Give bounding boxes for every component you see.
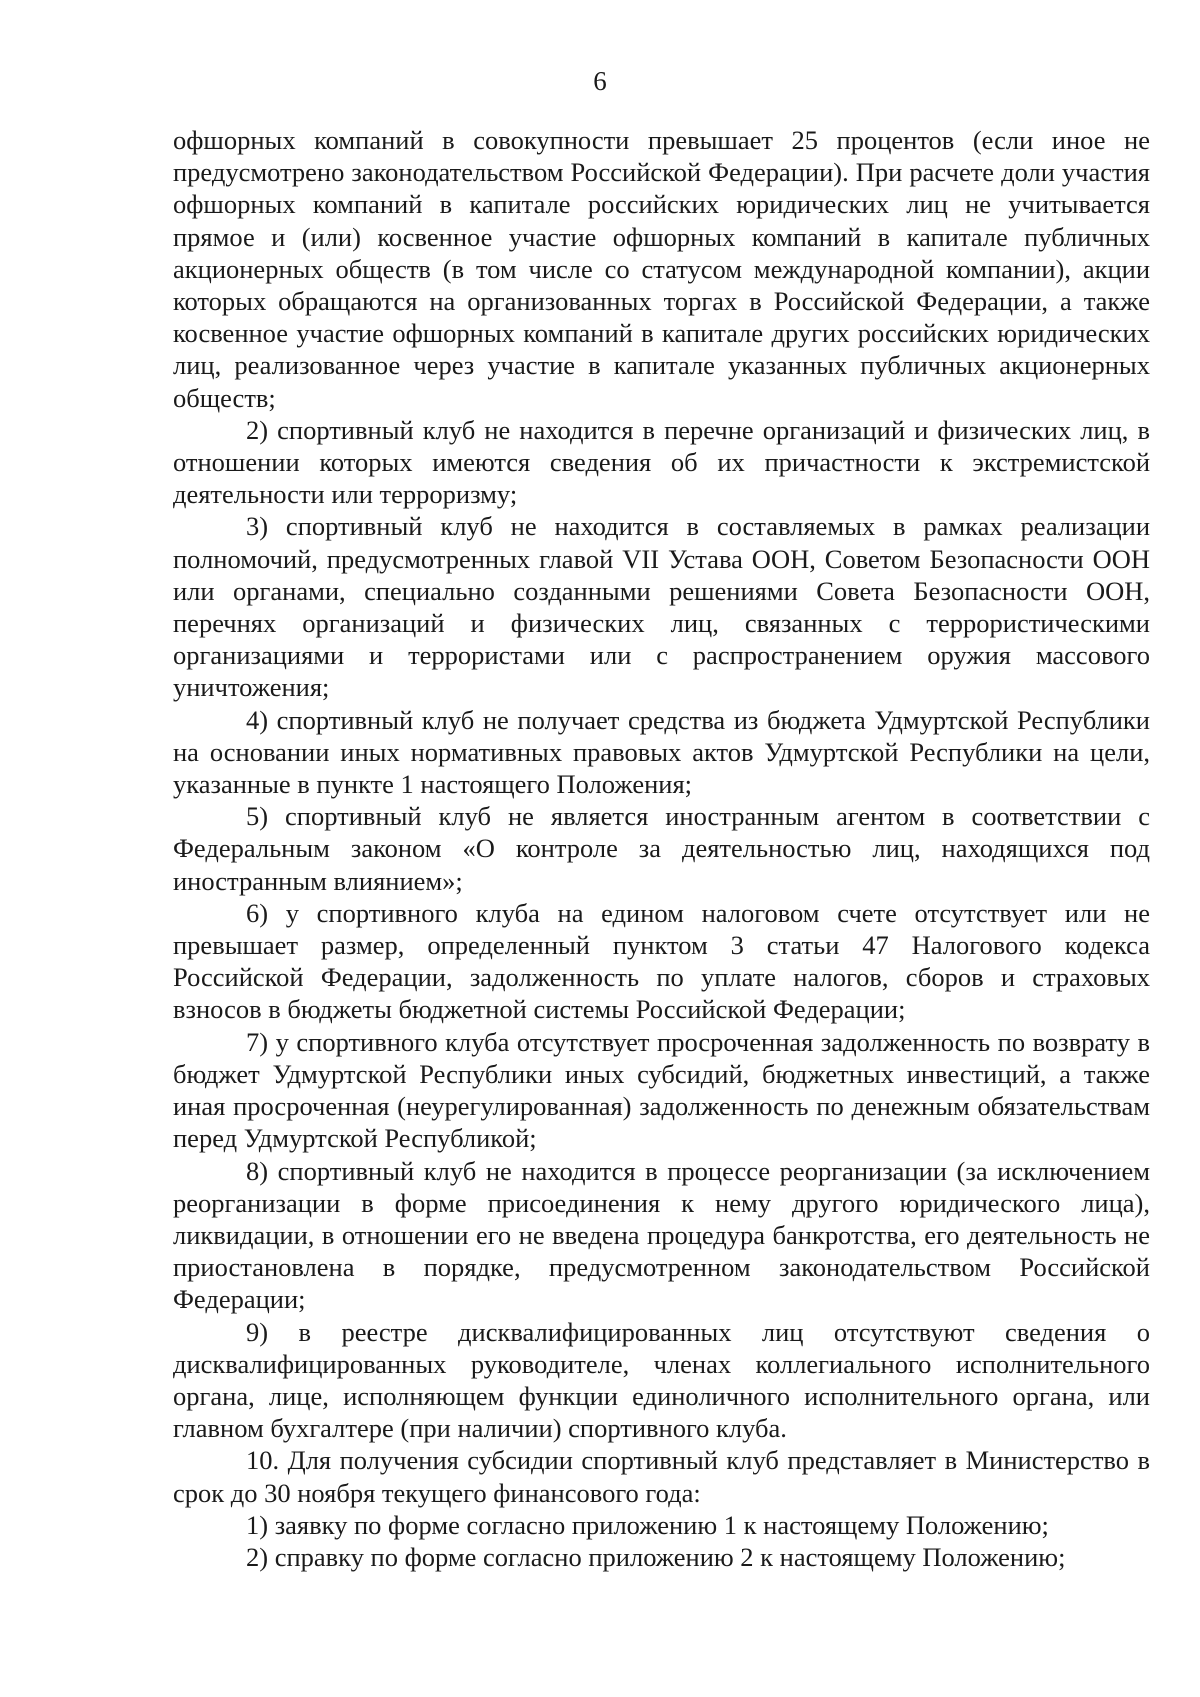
paragraph-item-4: 4) спортивный клуб не получает средства из бюджета Удмуртской Республики на основании иных нормативных правовых актов Удмуртской Республики на цели, указанные в пункте 1 настоящего Положения; xyxy=(173,704,1150,800)
paragraph-item-2: 2) спортивный клуб не находится в перечне организаций и физических лиц, в отношении которых имеются сведения об их причастности к экстремистской деятельности или терроризму; xyxy=(173,414,1150,510)
paragraph-offshore-continuation: офшорных компаний в совокупности превышает 25 процентов (если иное не предусмотрено законодательством Российской Федерации). При расчете доли участия офшорных компаний в капитале российских юридических лиц не учитывается прямое и (или) косвенное участие офшорных компаний в капитале публичных акционерных обществ (в том числе со статусом международной компании), акции которых обращаются на организованных торгах в Российской Федерации, а также косвенное участие офшорных компаний в капитале других российских юридических лиц, реализованное через участие в капитале указанных публичных акционерных обществ; xyxy=(173,125,1150,413)
paragraph-item-5: 5) спортивный клуб не является иностранным агентом в соответствии с Федеральным законом «О контроле за деятельностью лиц, находящихся под иностранным влиянием»; xyxy=(173,801,1150,896)
paragraph-section-10-item-1: 1) заявку по форме согласно приложению 1 к настоящему Положению; xyxy=(246,1509,1049,1540)
paragraph-section-10-item-2: 2) справку по форме согласно приложению 2 к настоящему Положению; xyxy=(246,1541,1066,1572)
paragraph-item-6: 6) у спортивного клуба на едином налоговом счете отсутствует или не превышает размер, определенный пунктом 3 статьи 47 Налогового кодекса Российской Федерации, задолженность по уплате налогов, сборов и страховых взносов в бюджеты бюджетной системы Российской Федерации; xyxy=(173,897,1150,1025)
paragraph-item-3: 3) спортивный клуб не находится в составляемых в рамках реализации полномочий, предусмотренных главой VII Устава ООН, Советом Безопасности ООН или органами, специально созданными решениями Совета Безопасности ООН, перечнях организаций и физических лиц, связанных с террористическими организациями и террористами или с распространением оружия массового уничтожения; xyxy=(173,511,1150,703)
document-body xyxy=(173,124,1150,1573)
paragraph-section-10: 10. Для получения субсидии спортивный клуб представляет в Министерство в срок до 30 ноября текущего финансового года: xyxy=(173,1445,1150,1508)
paragraph-item-8: 8) спортивный клуб не находится в процессе реорганизации (за исключением реорганизации в форме присоединения к нему другого юридического лица), ликвидации, в отношении его не введена процедура банкротства, его деятельность не приостановлена в порядке, предусмотренном законодательством Российской Федерации; xyxy=(173,1155,1150,1315)
paragraph-item-9: 9) в реестре дисквалифицированных лиц отсутствуют сведения о дисквалифицированных руководителе, членах коллегиального исполнительного органа, лице, исполняющем функции единоличного исполнительного органа, или главном бухгалтере (при наличии) спортивного клуба. xyxy=(173,1316,1150,1444)
page-number: 6 xyxy=(593,66,607,96)
paragraph-item-7: 7) у спортивного клуба отсутствует просроченная задолженность по возврату в бюджет Удмуртской Республики иных субсидий, бюджетных инвестиций, а также иная просроченная (неурегулированная) задолженность по денежным обязательствам перед Удмуртской Республикой; xyxy=(173,1026,1150,1154)
